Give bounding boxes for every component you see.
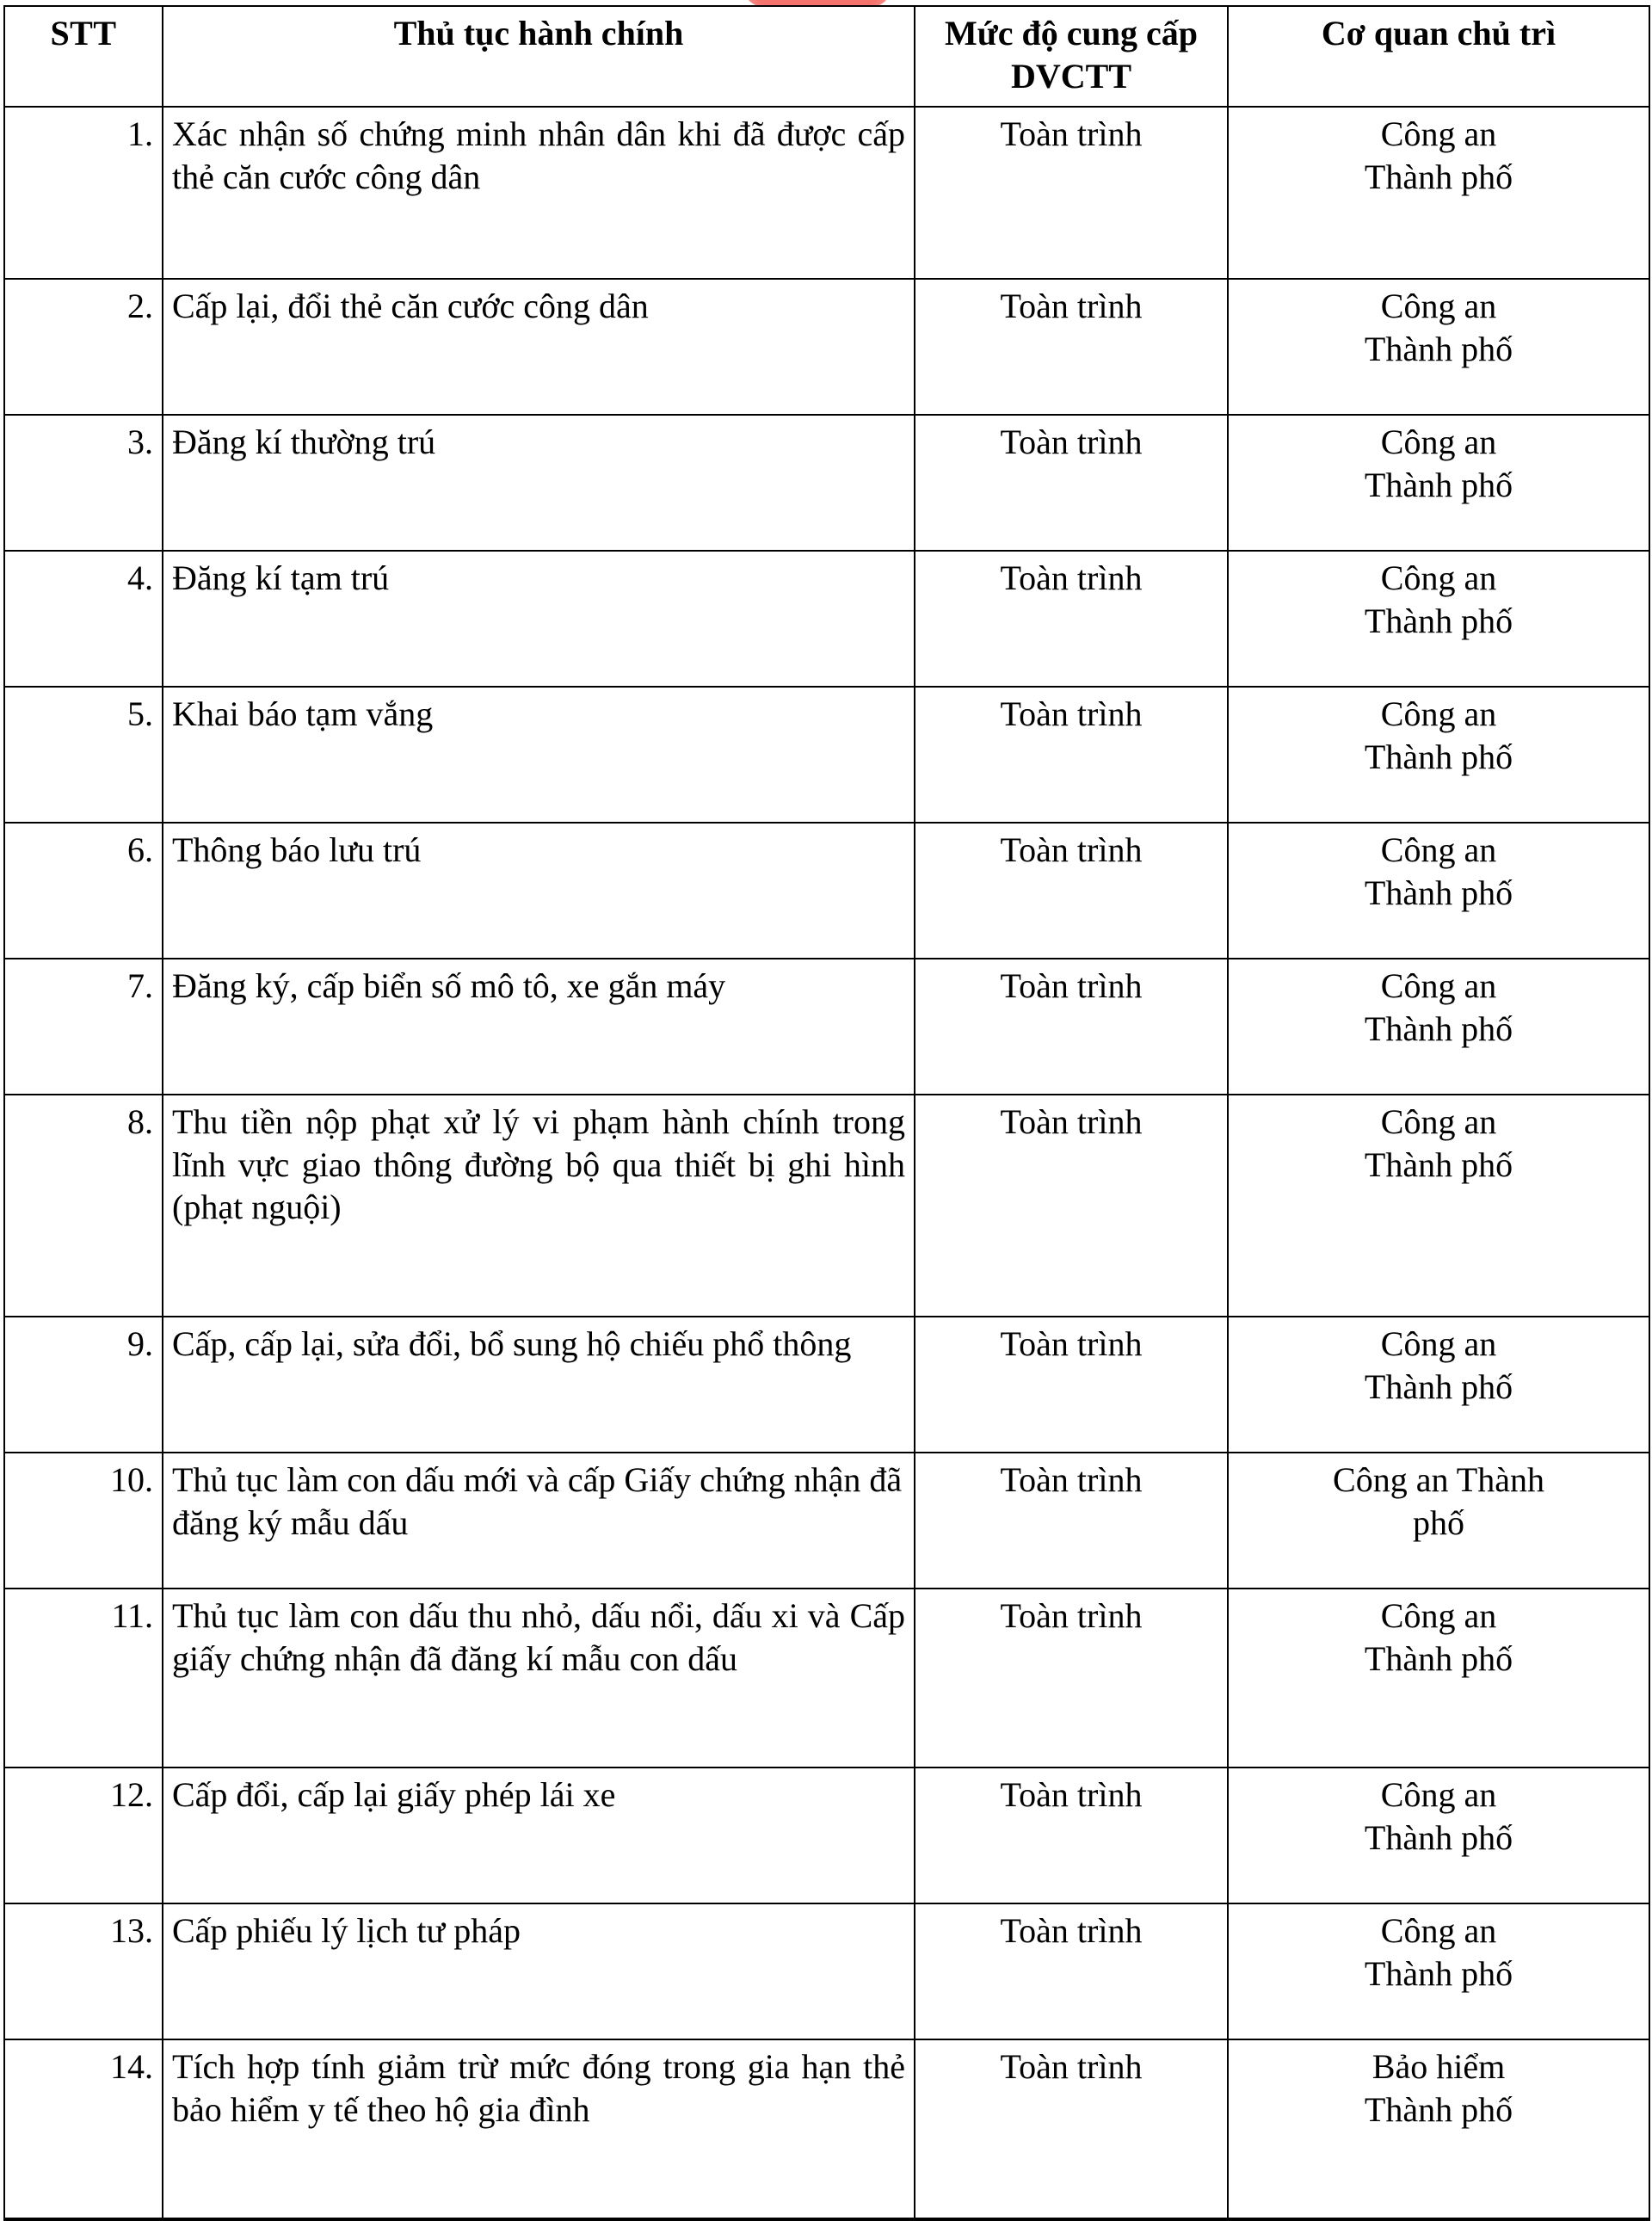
table-body [4, 107, 1649, 2219]
agency-line-2: Thành phố [1364, 157, 1513, 196]
column-header-level [915, 6, 1228, 107]
procedure-name: Cấp đổi, cấp lại giấy phép lái xe [163, 1768, 915, 1903]
agency-line-1: Công an [1380, 423, 1497, 462]
service-level: Toàn trình [915, 1589, 1228, 1768]
column-header-stt: STT [4, 6, 163, 107]
procedure-name: Cấp, cấp lại, sửa đổi, bổ sung hộ chiếu phổ thông [163, 1317, 915, 1453]
service-level: Toàn trình [915, 1095, 1228, 1317]
row-number: 1. [4, 107, 163, 279]
row-number: 2. [4, 279, 163, 415]
row-number: 13. [4, 1903, 163, 2039]
responsible-agency [1228, 2039, 1649, 2219]
procedure-name: Cấp phiếu lý lịch tư pháp [163, 1903, 915, 2039]
responsible-agency [1228, 959, 1649, 1095]
procedure-name: Cấp lại, đổi thẻ căn cước công dân [163, 279, 915, 415]
agency-line-2: Thành phố [1364, 1144, 1513, 1184]
table-row [4, 1095, 1649, 1317]
procedure-name: Đăng kí tạm trú [163, 551, 915, 687]
row-number: 7. [4, 959, 163, 1095]
agency-line-2: Thành phố [1364, 2089, 1513, 2129]
agency-line-1: Công an [1380, 1324, 1497, 1364]
row-number: 8. [4, 1095, 163, 1317]
row-number: 12. [4, 1768, 163, 1903]
document-page [0, 5, 1652, 2129]
agency-line-1: Công an Thành [1333, 1460, 1544, 1500]
column-header-agency-line2: chủ trì [1457, 14, 1556, 52]
responsible-agency [1228, 1903, 1649, 2039]
procedure-name: Thu tiền nộp phạt xử lý vi phạm hành chính trong lĩnh vực giao thông đường bộ qua thiết bị ghi hình (phạt nguội) [163, 1095, 915, 1317]
row-number: 14. [4, 2039, 163, 2219]
service-level: Toàn trình [915, 687, 1228, 823]
procedure-name: Thủ tục làm con dấu thu nhỏ, dấu nổi, dấu xi và Cấp giấy chứng nhận đã đăng kí mẫu con dấu [163, 1589, 915, 1768]
row-number: 4. [4, 551, 163, 687]
agency-line-2: phố [1413, 1502, 1464, 1542]
service-level: Toàn trình [915, 279, 1228, 415]
responsible-agency [1228, 279, 1649, 415]
agency-line-1: Công an [1380, 558, 1497, 598]
responsible-agency [1228, 1095, 1649, 1317]
row-number: 5. [4, 687, 163, 823]
row-number: 9. [4, 1317, 163, 1453]
table-row [4, 823, 1649, 959]
column-header-agency [1228, 6, 1649, 107]
table-header [4, 6, 1649, 107]
agency-line-1: Công an [1380, 1596, 1497, 1636]
agency-line-2: Thành phố [1364, 737, 1513, 776]
responsible-agency [1228, 1453, 1649, 1589]
responsible-agency [1228, 107, 1649, 279]
responsible-agency [1228, 1768, 1649, 1903]
row-number: 11. [4, 1589, 163, 1768]
service-level: Toàn trình [915, 107, 1228, 279]
agency-line-1: Công an [1380, 1775, 1497, 1815]
table-row [4, 1453, 1649, 1589]
table-row [4, 2039, 1649, 2219]
service-level: Toàn trình [915, 551, 1228, 687]
column-header-procedure: Thủ tục hành chính [163, 6, 915, 107]
table-row [4, 551, 1649, 687]
agency-line-1: Công an [1380, 830, 1497, 870]
responsible-agency [1228, 687, 1649, 823]
responsible-agency [1228, 1589, 1649, 1768]
service-level: Toàn trình [915, 823, 1228, 959]
agency-line-2: Thành phố [1364, 329, 1513, 368]
column-header-agency-line1: Cơ quan [1321, 14, 1449, 52]
row-number: 10. [4, 1453, 163, 1589]
table-row [4, 1317, 1649, 1453]
agency-line-1: Bảo hiểm [1372, 2047, 1506, 2087]
row-number: 6. [4, 823, 163, 959]
agency-line-1: Công an [1380, 966, 1497, 1006]
service-level: Toàn trình [915, 1768, 1228, 1903]
agency-line-2: Thành phố [1364, 1367, 1513, 1406]
agency-line-2: Thành phố [1364, 1009, 1513, 1048]
agency-line-2: Thành phố [1364, 465, 1513, 504]
agency-line-1: Công an [1380, 287, 1497, 326]
procedure-name: Thông báo lưu trú [163, 823, 915, 959]
table-row [4, 107, 1649, 279]
table-row [4, 687, 1649, 823]
header-row [4, 6, 1649, 107]
agency-line-2: Thành phố [1364, 1953, 1513, 1993]
agency-line-2: Thành phố [1364, 601, 1513, 640]
service-level: Toàn trình [915, 1453, 1228, 1589]
service-level: Toàn trình [915, 959, 1228, 1095]
agency-line-2: Thành phố [1364, 1638, 1513, 1678]
table-row [4, 959, 1649, 1095]
service-level: Toàn trình [915, 1903, 1228, 2039]
agency-line-1: Công an [1380, 1911, 1497, 1951]
agency-line-1: Công an [1380, 1102, 1497, 1142]
table-row [4, 1768, 1649, 1903]
table-row [4, 415, 1649, 551]
table-row [4, 1903, 1649, 2039]
agency-line-1: Công an [1380, 694, 1497, 734]
service-level: Toàn trình [915, 415, 1228, 551]
responsible-agency [1228, 551, 1649, 687]
procedure-name: Xác nhận số chứng minh nhân dân khi đã được cấp thẻ căn cước công dân [163, 107, 915, 279]
responsible-agency [1228, 1317, 1649, 1453]
procedure-name: Đăng ký, cấp biển số mô tô, xe gắn máy [163, 959, 915, 1095]
procedure-name: Khai báo tạm vắng [163, 687, 915, 823]
agency-line-2: Thành phố [1364, 873, 1513, 912]
responsible-agency [1228, 415, 1649, 551]
table-row [4, 279, 1649, 415]
service-level: Toàn trình [915, 1317, 1228, 1453]
procedure-name: Tích hợp tính giảm trừ mức đóng trong gia hạn thẻ bảo hiểm y tế theo hộ gia đình [163, 2039, 915, 2219]
table-row [4, 1589, 1649, 1768]
service-level: Toàn trình [915, 2039, 1228, 2219]
column-header-level-line1: Mức độ cung [944, 14, 1137, 52]
row-number: 3. [4, 415, 163, 551]
administrative-procedures-table [3, 5, 1650, 2221]
agency-line-1: Công an [1380, 114, 1497, 154]
column-header-level-line2: cấp DVCTT [1010, 14, 1198, 96]
procedure-name: Đăng kí thường trú [163, 415, 915, 551]
procedure-name: Thủ tục làm con dấu mới và cấp Giấy chứng nhận đã đăng ký mẫu dấu [163, 1453, 915, 1589]
responsible-agency [1228, 823, 1649, 959]
agency-line-2: Thành phố [1364, 1817, 1513, 1857]
